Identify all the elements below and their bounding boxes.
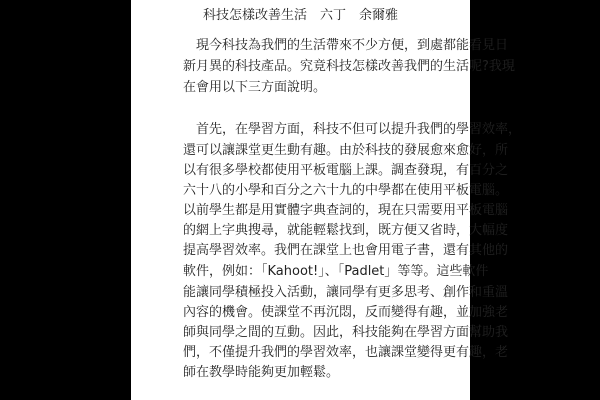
paragraph-2-line: 還可以讓課堂更生動有趣。由於科技的發展愈來愈好，所	[183, 143, 509, 158]
paragraph-2-line: 以前學生都是用實體字典查詞的，現在只需要用平板電腦	[183, 203, 509, 218]
paragraph-2-line: 以有很多學校都使用平板電腦上課。調查發現，有百分之	[183, 163, 509, 178]
paragraph-2-line: 六十八的小學和百分之六十九的中學都在使用平板電腦。	[183, 183, 509, 198]
paragraph-2-line: 們，不僅提升我們的學習效率，也讓課堂變得更有趣，老	[183, 345, 509, 360]
paragraph-2-line: 內容的機會。使課堂不再沉悶，反而變得有趣，並加強老	[183, 305, 509, 320]
paragraph-1-line: 新月異的科技產品。究竟科技怎樣改善我們的生活呢?我現	[183, 59, 515, 74]
paragraph-2-line: 軟件，例如：「Kahoot!」、「Padlet」等等。這些軟件	[183, 264, 489, 279]
paragraph-2-line: 提高學習效率。我們在課堂上也會用電子書，還有其他的	[183, 243, 509, 258]
paragraph-1-line: 在會用以下三方面說明。	[183, 80, 327, 95]
document-title: 科技怎樣改善生活 六丁 余爾雅	[202, 8, 398, 23]
paragraph-2-line: 的網上字典搜尋，就能輕鬆找到，既方便又省時，大幅度	[183, 223, 509, 238]
paragraph-2-line: 首先，在學習方面，科技不但可以提升我們的學習效率，	[183, 122, 522, 137]
paragraph-2-line: 師在教學時能夠更加輕鬆。	[183, 365, 340, 380]
paragraph-2-line: 師與同學之間的互動。因此，科技能夠在學習方面幫助我	[183, 325, 509, 340]
paragraph-2-line: 能讓同學積極投入活動，讓同學有更多思考、創作和重溫	[183, 285, 509, 300]
document-page	[131, 0, 522, 400]
paragraph-1-line: 現今科技為我們的生活帶來不少方便，到處都能看見日	[183, 38, 509, 53]
